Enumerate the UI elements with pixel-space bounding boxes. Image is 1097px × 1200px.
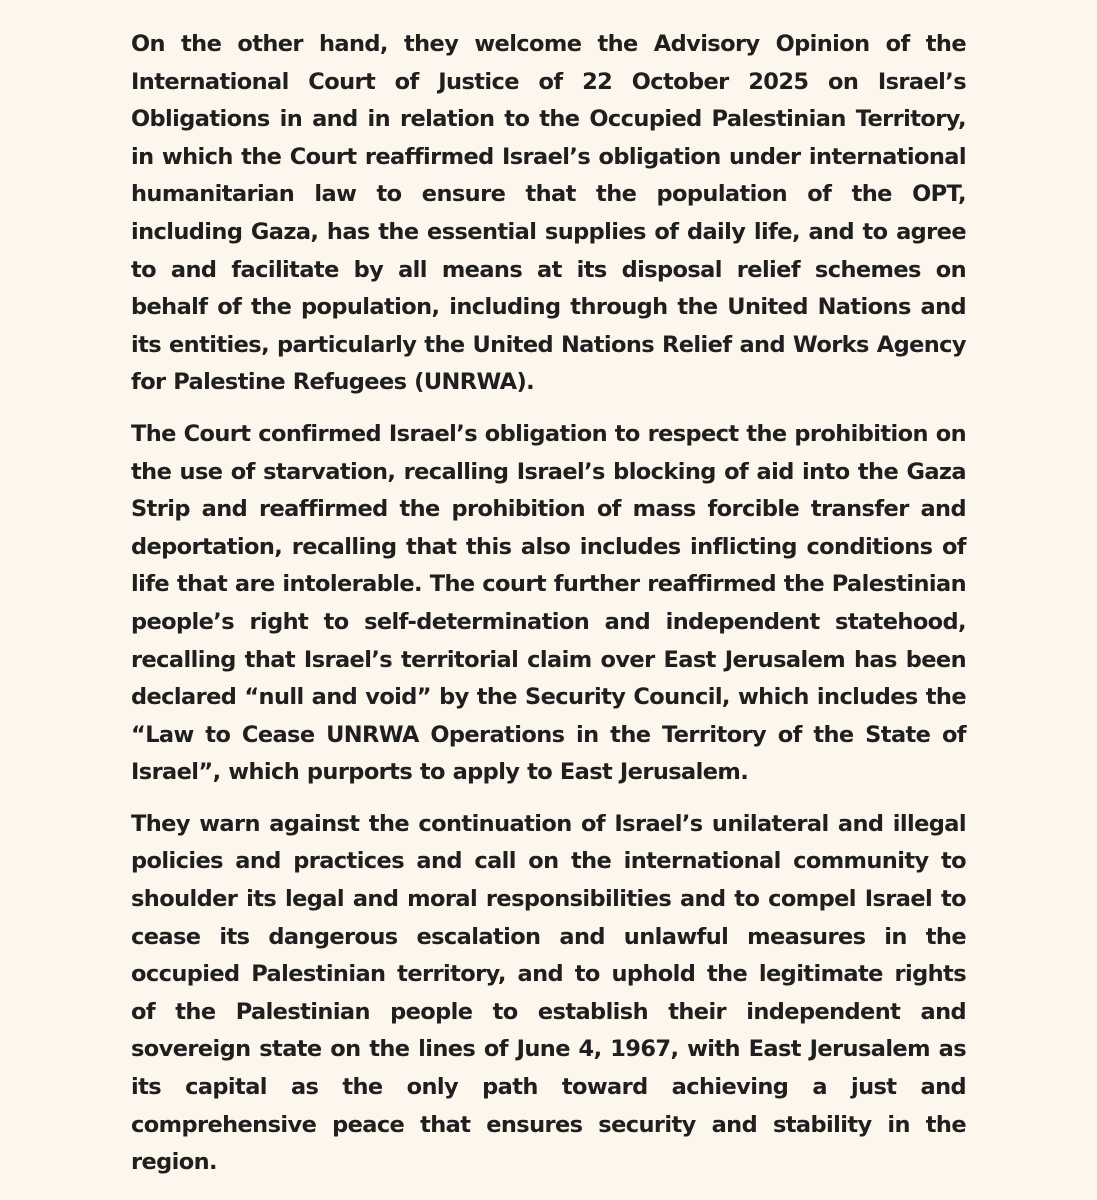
- paragraph-advisory-opinion: On the other hand, they welcome the Advisory Opinion of the International Court of Justice of 22 October 2025 on Israel’s Obligations in and in relation to the Occupied Palestinian Territory, in which the Court reaffirmed Israel’s obligation under international humanitarian law to ensure that the population of the OPT, including Gaza, has the essential supplies of daily life, and to agree to and facilitate by all means at its disposal relief schemes on behalf of the population, including through the United Nations and its entities, particularly the United Nations Relief and Works Agency for Palestine Refugees (UNRWA).: [131, 31, 966, 396]
- document-body: [131, 26, 966, 1182]
- paragraph-court-confirmation: The Court confirmed Israel’s obligation to respect the prohibition on the use of starvation, recalling Israel’s blocking of aid into the Gaza Strip and reaffirmed the prohibition of mass forcible transfer and deportation, recalling that this also includes inflicting conditions of life that are intolerable. The court further reaffirmed the Palestinian people’s right to self-determination and independent statehood, recalling that Israel’s territorial claim over East Jerusalem has been declared “null and void” by the Security Council, which includes the “Law to Cease UNRWA Operations in the Territory of the State of Israel”, which purports to apply to East Jerusalem.: [131, 420, 966, 786]
- paragraph-warning: They warn against the continuation of Israel’s unilateral and illegal policies and practices and call on the international community to shoulder its legal and moral responsibilities and to compel Israel to cease its dangerous escalation and unlawful measures in the occupied Palestinian territory, and to uphold the legitimate rights of the Palestinian people to establish their independent and sovereign state on the lines of June 4, 1967, with East Jerusalem as its capital as the only path toward achieving a just and comprehensive peace that ensures security and stability in the region.: [131, 810, 966, 1176]
